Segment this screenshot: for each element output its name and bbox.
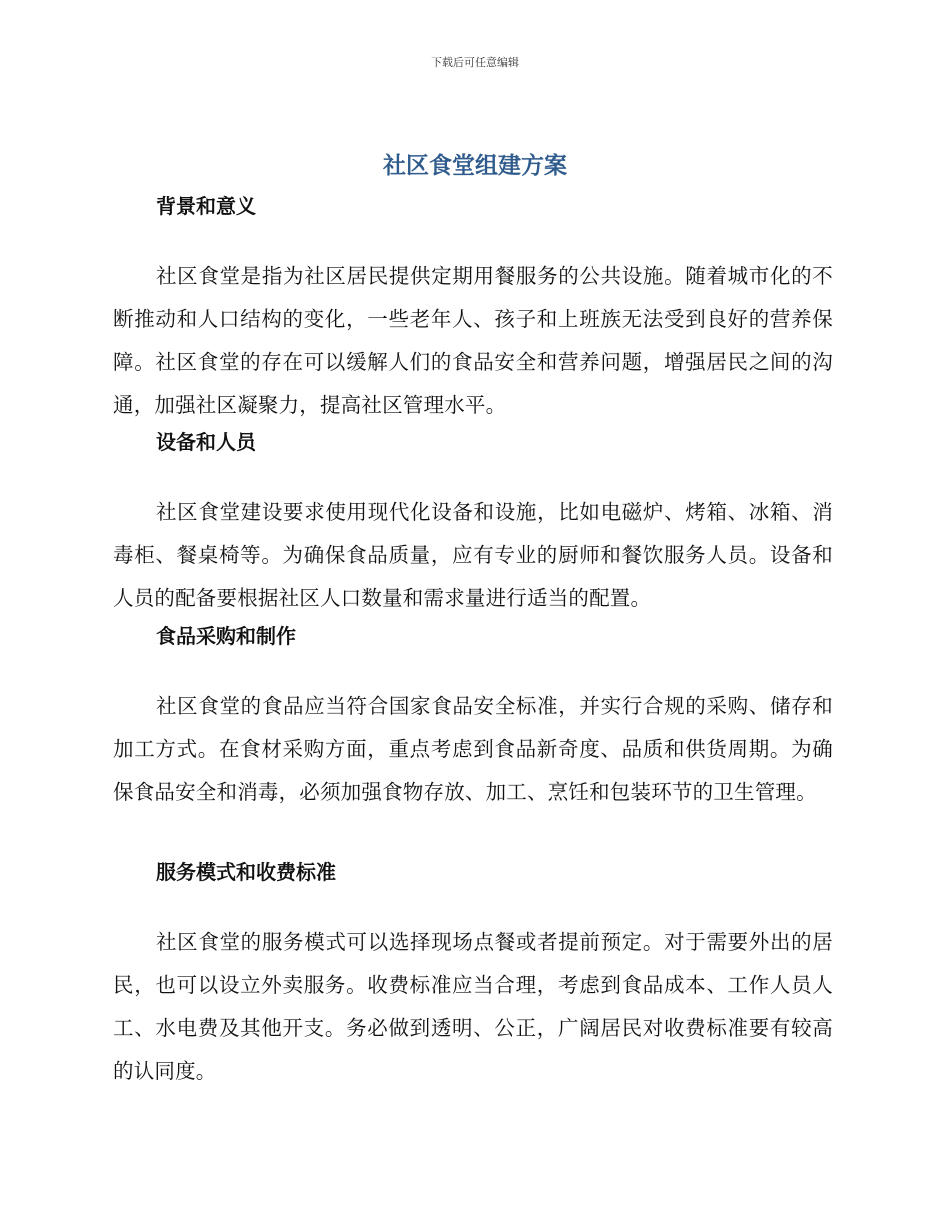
section-food-procurement [113, 622, 833, 814]
section-heading: 服务模式和收费标准 [156, 860, 336, 884]
section-heading: 食品采购和制作 [156, 624, 296, 648]
document-title: 社区食堂组建方案 [383, 153, 567, 179]
section-heading: 背景和意义 [156, 194, 256, 218]
section-paragraph: 社区食堂的服务模式可以选择现场点餐或者提前预定。对于需要外出的居民，也可以设立外卖服务。收费标准应当合理，考虑到食品成本、工作人员人工、水电费及其他开支。务必做到透明、公正，广阔居民对收费标准要有较高的认同度。 [113, 930, 833, 1083]
section-paragraph: 社区食堂建设要求使用现代化设备和设施，比如电磁炉、烤箱、冰箱、消毒柜、餐桌椅等。为确保食品质量，应有专业的厨师和餐饮服务人员。设备和人员的配备要根据社区人口数量和需求量进行适当的配置。 [113, 500, 833, 610]
section-paragraph: 社区食堂的食品应当符合国家食品安全标准，并实行合规的采购、储存和加工方式。在食材采购方面，重点考虑到食品新奇度、品质和供货周期。为确保食品安全和消毒，必须加强食物存放、加工、烹饪和包装环节的卫生管理。 [113, 694, 833, 804]
section-equipment-staff [113, 428, 833, 620]
section-background [113, 192, 833, 427]
section-paragraph: 社区食堂是指为社区居民提供定期用餐服务的公共设施。随着城市化的不断推动和人口结构的变化，一些老年人、孩子和上班族无法受到良好的营养保障。社区食堂的存在可以缓解人们的食品安全和营养问题，增强居民之间的沟通，加强社区凝聚力，提高社区管理水平。 [113, 264, 833, 417]
section-service-fees [113, 858, 833, 1093]
page-header-note: 下载后可任意编辑 [431, 56, 519, 69]
section-heading: 设备和人员 [156, 430, 256, 454]
